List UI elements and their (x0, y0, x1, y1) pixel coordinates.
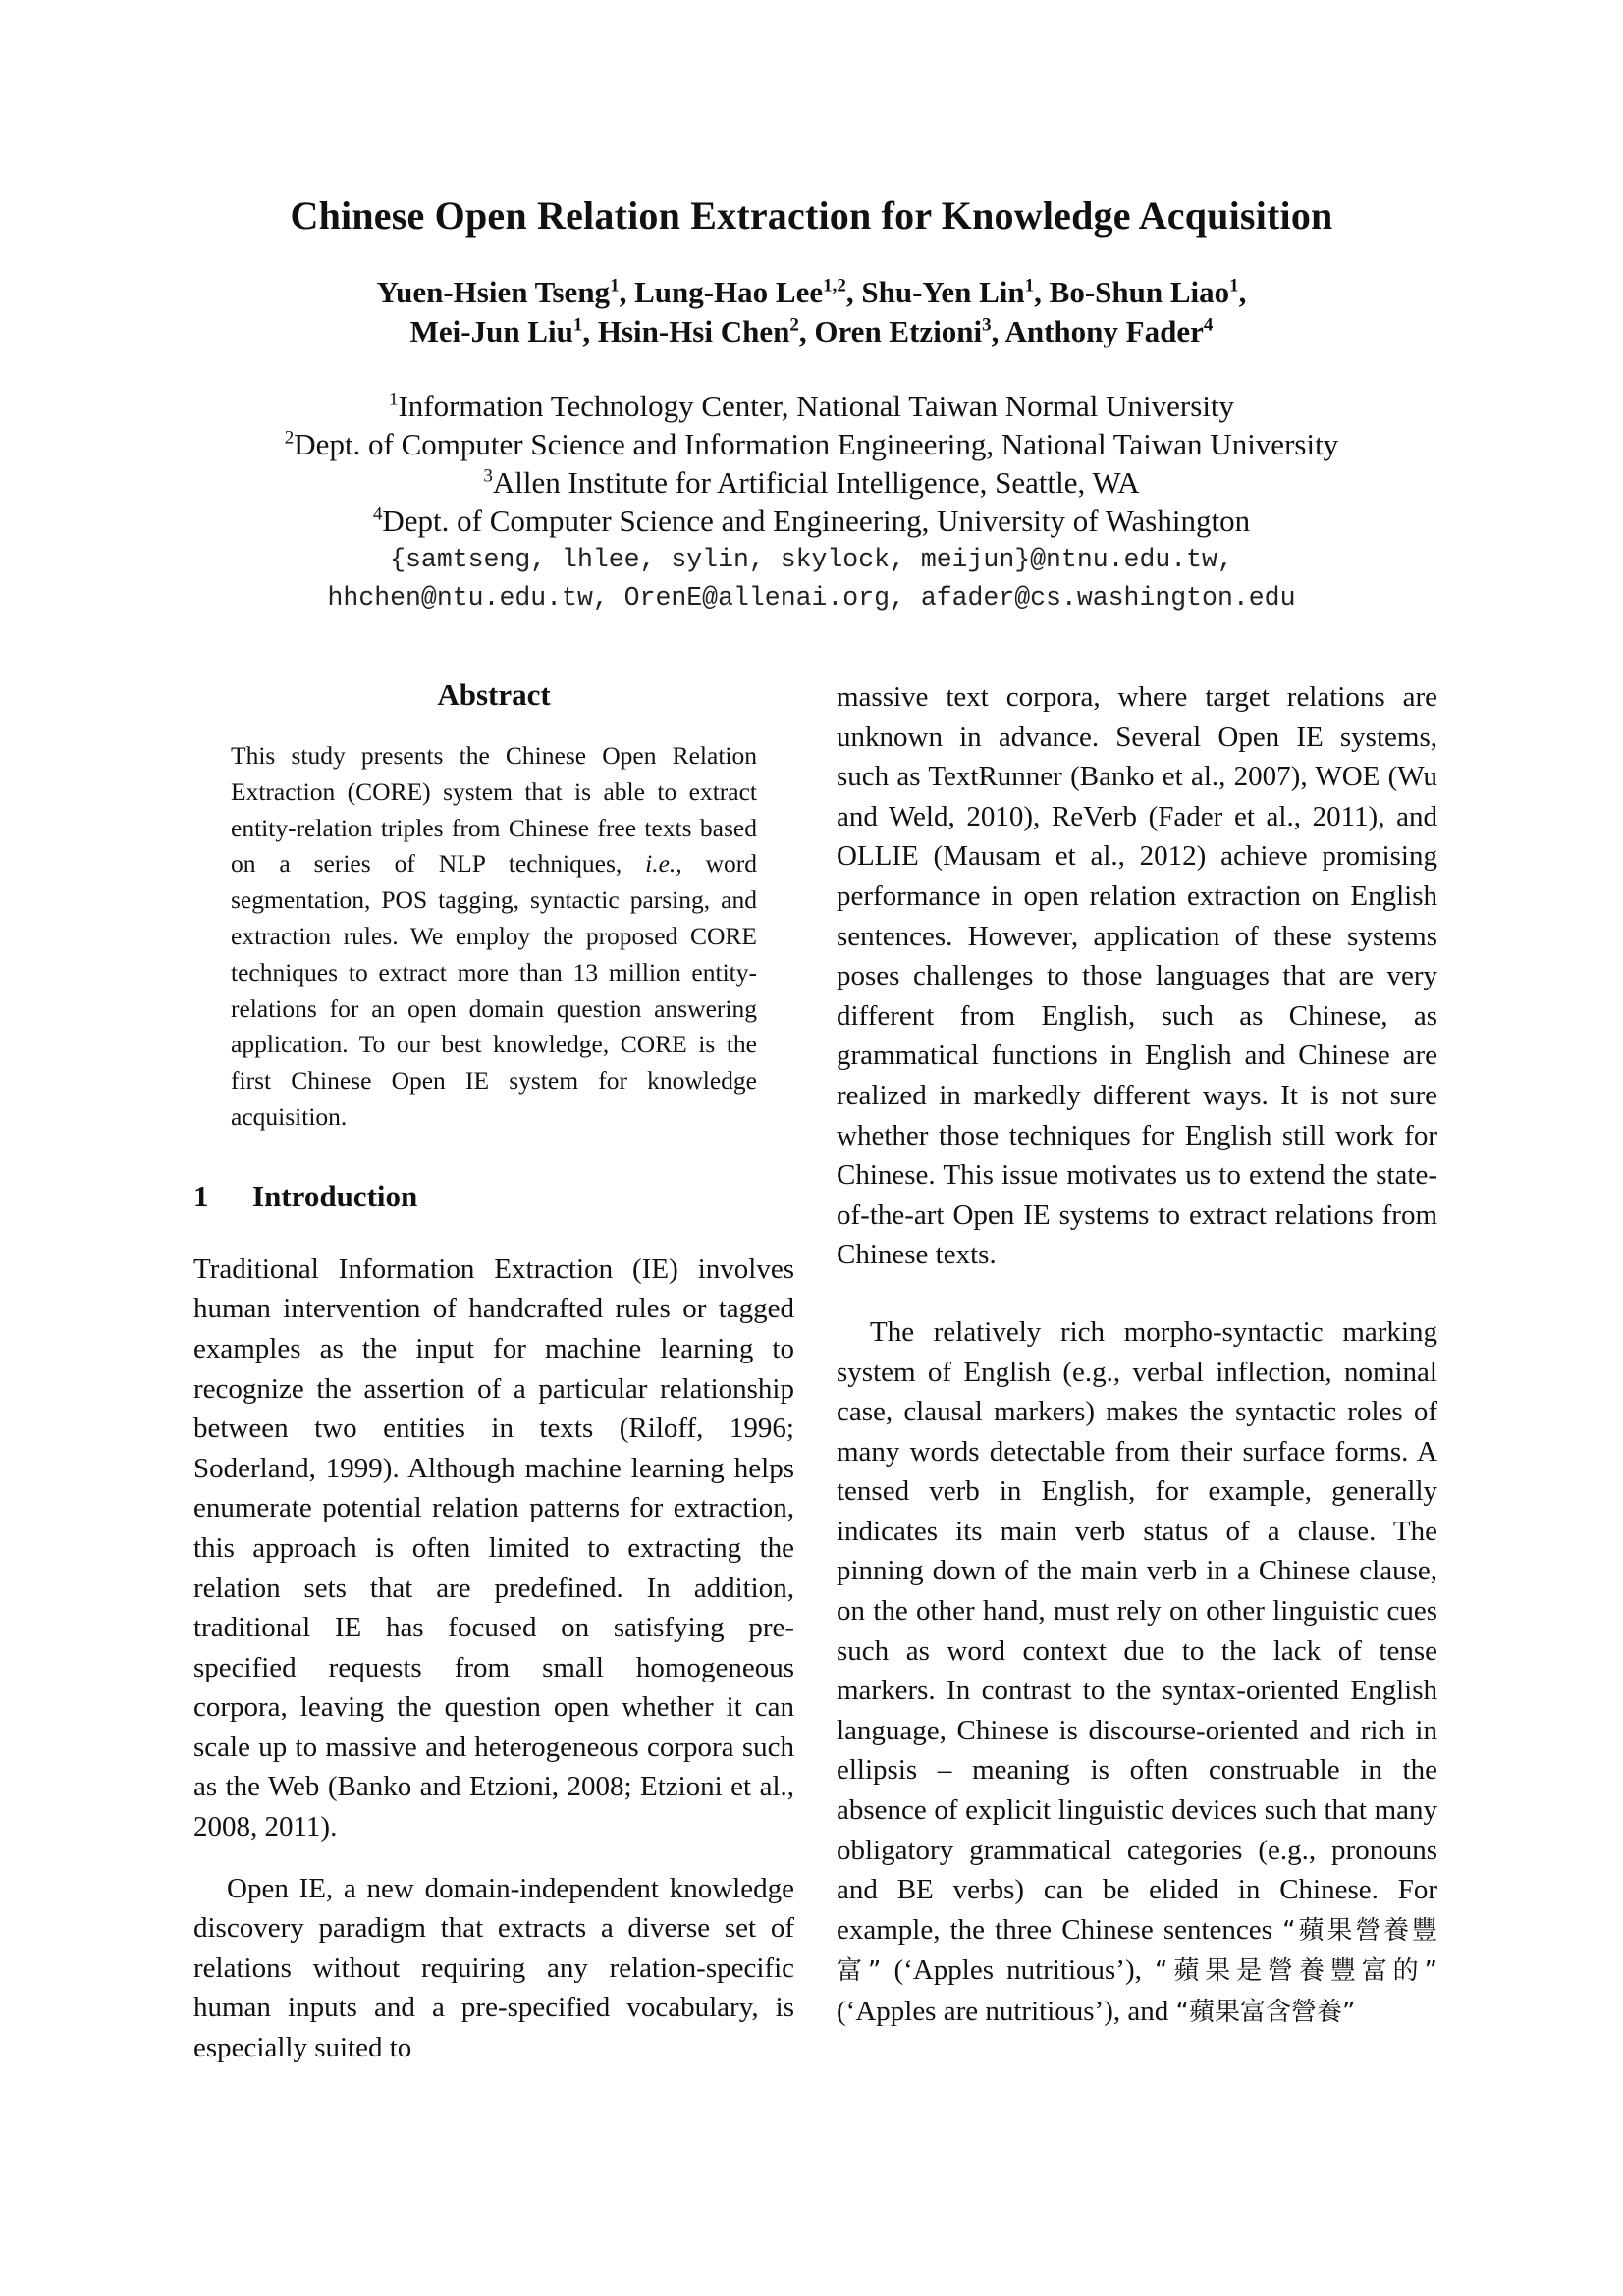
email-block (0, 541, 1623, 617)
affiliation (0, 463, 1623, 502)
author-sep: , (582, 314, 598, 348)
author-affil-sup: 4 (1203, 314, 1214, 336)
author-sep: , (1034, 275, 1050, 309)
gloss: (‘Apples nutritious’), (881, 1954, 1156, 1987)
email-line: hhchen@ntu.edu.tw, OrenE@allenai.org, afader@cs.washington.edu (327, 583, 1296, 613)
author-line-1 (0, 273, 1623, 312)
intro-paragraph: massive text corpora, where target relations are unknown in advance. Several Open IE systems, such as TextRunner (Banko et al., 2007), WOE (Wu and Weld, 2010), ReVerb (Fader et al., 2011), and OLLIE (Mausam et al., 2012) achieve promising performance in open relation extraction on English sentences. However, application of these systems poses challenges to those languages that are very different from English, such as Chinese, as grammatical functions in English and Chinese are realized in markedly different ways. It is not sure whether those techniques for English still work for Chinese. This issue motivates us to extend the state-of-the-art Open IE systems to extract relations from Chinese texts. (837, 681, 1437, 1271)
author: Yuen-Hsien Tseng (376, 275, 611, 309)
author-affil-sup: 1 (1024, 275, 1035, 296)
section-heading (193, 1179, 794, 1214)
section-number: 1 (193, 1178, 209, 1213)
affiliation (0, 425, 1623, 463)
author: Lung-Hao Lee (634, 275, 824, 309)
intro-paragraph: Open IE, a new domain-independent knowledge discovery paradigm that extracts a diverse set of relations without requiring any relation-specific human inputs and a pre-specified vocabulary, is especially suited to (193, 1872, 794, 2064)
author-affil-sup: 3 (982, 314, 992, 336)
intro-paragraph (837, 1312, 1437, 2033)
author-sep: , (845, 275, 862, 309)
abstract-ie: i.e., (645, 849, 682, 879)
cjk-example: “蘋果營養豐富” (837, 1915, 1437, 1987)
affiliation-text: Dept. of Computer Science and Engineering, University of Washington (382, 504, 1251, 538)
affiliation-text: Information Technology Center, National Taiwan Normal University (398, 389, 1235, 423)
author-affil-sup: 1,2 (823, 275, 846, 296)
abstract-part: word segmentation, POS tagging, syntactic parsing, and extraction rules. We employ the proposed CORE techniques to extract more than 13 million entity-relations for an open domain question answering application. To our best knowledge, CORE is the first Chinese Open IE system for knowledge acquisition. (231, 849, 757, 1131)
author: Hsin-Hsi Chen (597, 314, 790, 348)
author: Shu-Yen Lin (861, 275, 1025, 309)
paper-title: Chinese Open Relation Extraction for Knowledge Acquisition (290, 193, 1333, 238)
author-affil-sup: 1 (572, 314, 583, 336)
affiliation (0, 387, 1623, 425)
author-sep: , (798, 314, 815, 348)
gloss: (‘Apples are nutritious’), and (837, 1996, 1176, 2027)
author-line-2 (0, 312, 1623, 351)
affiliation-text: Allen Institute for Artificial Intelligence, Seattle, WA (492, 465, 1140, 500)
affiliation-list (0, 387, 1623, 540)
abstract-part: This study presents the Chinese Open Relation Extraction (CORE) system that is able to extract entity-relation triples from Chinese free texts based on a series of NLP techniques, (231, 741, 757, 879)
author-sep: , (991, 314, 1005, 348)
affiliation-sup: 2 (284, 427, 295, 449)
section-title: Introduction (252, 1178, 418, 1213)
affiliation-sup: 3 (483, 465, 493, 487)
author-sep: , (1238, 275, 1247, 309)
cjk-example: “蘋果是營養豐富的” (1155, 1956, 1437, 1987)
affiliation-sup: 4 (372, 504, 383, 525)
author-affil-sup: 1 (1229, 275, 1239, 296)
cjk-example: “蘋果富含營養” (1175, 1998, 1356, 2027)
abstract-heading: Abstract (437, 677, 551, 712)
affiliation-sup: 1 (388, 389, 399, 410)
email-line: {samtseng, lhlee, sylin, skylock, meijun}@ntnu.edu.tw, (390, 545, 1233, 574)
abstract-text (231, 738, 757, 1136)
author: Bo-Shun Liao (1049, 275, 1230, 309)
author-list (0, 273, 1623, 351)
left-column (193, 677, 794, 2068)
author-affil-sup: 2 (789, 314, 799, 336)
intro-paragraph: Traditional Information Extraction (IE) involves human intervention of handcrafted rules or tagged examples as the input for machine learning to recognize the assertion of a particular relationship between two entities in texts (Riloff, 1996; Soderland, 1999). Although machine learning helps enumerate potential relation patterns for extraction, this approach is often limited to extracting the relation sets that are predefined. In addition, traditional IE has focused on satisfying pre-specified requests from small homogeneous corpora, leaving the question open whether it can scale up to massive and heterogeneous corpora such as the Web (Banko and Etzioni, 2008; Etzioni et al., 2008, 2011). (193, 1253, 794, 1843)
right-column (837, 677, 1437, 2033)
author: Mei-Jun Liu (409, 314, 573, 348)
author-affil-sup: 1 (610, 275, 620, 296)
affiliation-text: Dept. of Computer Science and Information Engineering, National Taiwan University (294, 427, 1339, 461)
author-sep: , (619, 275, 635, 309)
affiliation (0, 502, 1623, 540)
author: Oren Etzioni (814, 314, 983, 348)
author: Anthony Fader (1004, 314, 1204, 348)
para-part: The relatively rich morpho-syntactic marking system of English (e.g., verbal inflection, nominal case, clausal markers) makes the syntactic roles of many words detectable from their surface forms. A tensed verb in English, for example, generally indicates its main verb status of a clause. The pinning down of the main verb in a Chinese clause, on the other hand, must rely on other linguistic cues such as word context due to the lack of tense markers. In contrast to the syntax-oriented English language, Chinese is discourse-oriented and rich in ellipsis – meaning is often construable in the absence of explicit linguistic devices such that many obligatory grammatical categories (e.g., pronouns and BE verbs) can be elided in Chinese. For example, the three Chinese sentences (837, 1315, 1437, 1946)
